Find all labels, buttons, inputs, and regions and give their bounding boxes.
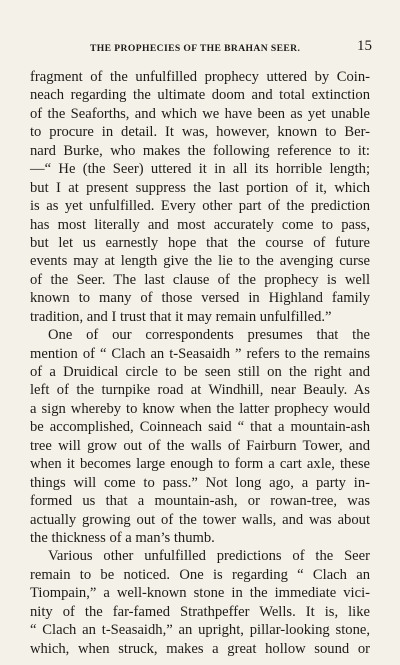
text-line: which, when struck, makes a great hollow sound or	[30, 640, 370, 657]
text-line: neach regarding the ultimate doom and total extinction	[30, 87, 370, 104]
text-line: be accomplished, Coinneach said “ that a mountain-ash	[30, 419, 370, 436]
running-title: THE PROPHECIES OF THE BRAHAN SEER.	[90, 43, 301, 54]
text-line: Various other unfulfilled predictions of the Seer	[48, 548, 370, 565]
text-line: the thickness of a man’s thumb.	[30, 529, 215, 546]
text-line: left of the turnpike road at Windhill, near Beauly. As	[30, 382, 370, 399]
text-line: of a Druidical circle to be seen still on the right and	[30, 364, 370, 380]
text-line: tradition, and I trust that it may remain unfulfilled.”	[30, 308, 332, 325]
text-line: but I at present suppress the last portion of it, which	[30, 179, 370, 196]
text-line: actually growing out of the tower walls, and was about	[30, 511, 370, 528]
text-line: tree will grow out of the walls of Fairburn Tower, and	[30, 437, 370, 454]
text-line: mention of “ Clach an t-Seasaidh ” refers to the remains	[30, 345, 370, 362]
text-line: has most literally and most accurately come to pass,	[30, 216, 370, 233]
text-line: things will come to pass.” Not long ago, a party in-	[30, 474, 370, 491]
text-line: of the Seaforths, and which we have been as yet unable	[30, 105, 370, 122]
text-line: “ Clach an t-Seasaidh,” an upright, pillar-looking stone,	[30, 622, 370, 639]
text-line: formed us that a mountain-ash, or rowan-tree, was	[30, 493, 370, 510]
text-line: but let us earnestly hope that the course of future	[30, 234, 370, 251]
text-line: remain to be noticed. One is regarding “ Clach an	[30, 566, 370, 583]
page-header	[30, 38, 372, 58]
page-number: 15	[357, 38, 372, 54]
text-line: when it becomes large enough to form a cart axle, these	[30, 456, 370, 473]
text-line: known to many of those versed in Highland family	[30, 290, 370, 307]
text-line: a sign whereby to know when the latter prophecy would	[30, 400, 370, 417]
text-line: is as yet unfulfilled. Every other part of the prediction	[30, 198, 370, 215]
text-line: fragment of the unfulfilled prophecy uttered by Coin-	[30, 69, 370, 85]
text-line: of the Seer. The last clause of the prophecy is well	[30, 271, 370, 288]
text-line: One of our correspondents presumes that the	[48, 327, 370, 344]
text-line: nity of the far-famed Strathpeffer Wells. It is, like	[30, 603, 370, 620]
text-line: to procure in detail. It was, however, known to Ber-	[30, 124, 370, 141]
body-text	[30, 68, 370, 658]
text-line: events may at length give the lie to the avenging curse	[30, 253, 370, 270]
text-line: Tiompain,” a well-known stone in the immediate vici-	[30, 585, 370, 602]
text-line: nard Burke, who makes the following reference to it:	[30, 142, 370, 159]
text-line: —“ He (the Seer) uttered it in all its horrible length;	[30, 161, 370, 178]
